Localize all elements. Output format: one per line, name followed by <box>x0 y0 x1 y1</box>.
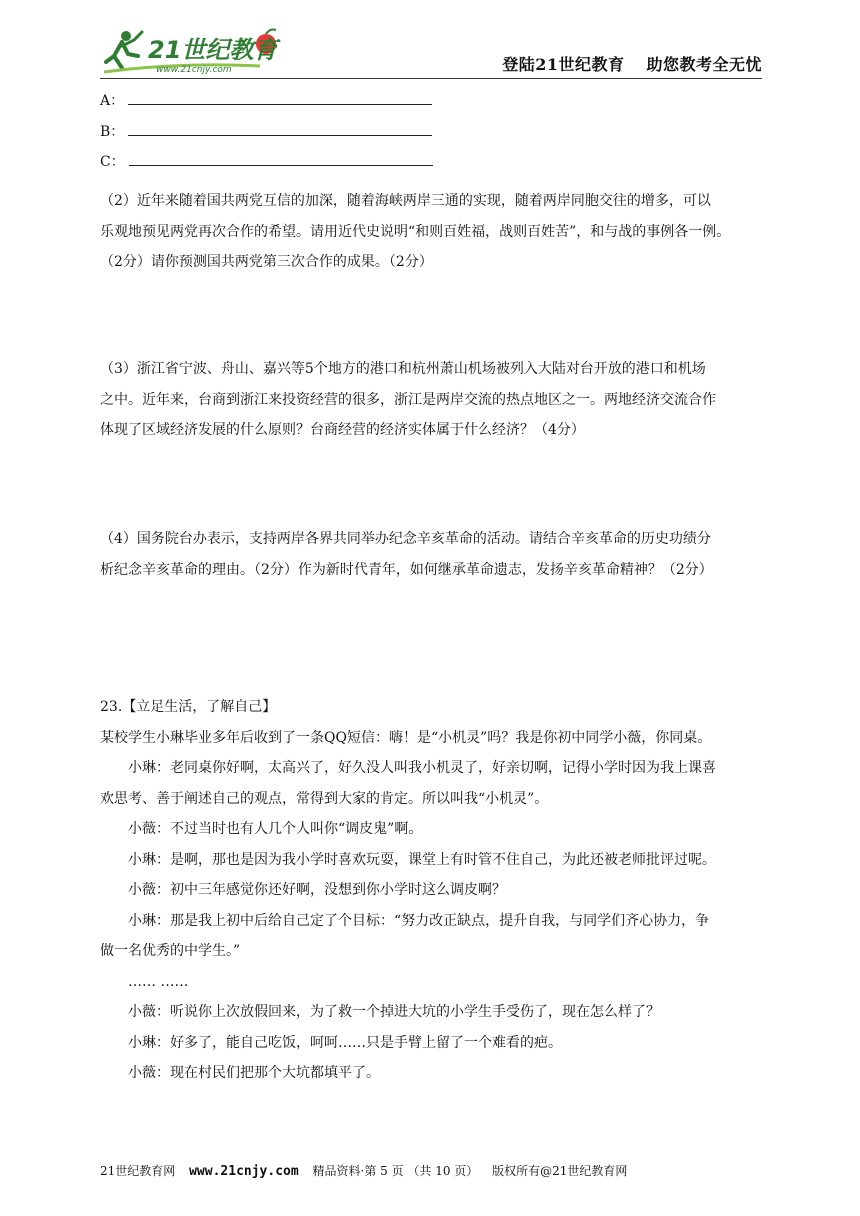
answer-line-b <box>100 117 764 148</box>
question-23 <box>100 692 764 1089</box>
question-2-line: （2）近年来随着国共两党互信的加深，随着海峡两岸三通的实现，随着两岸同胞交往的增多，可以 <box>100 193 711 209</box>
answer-blank-b[interactable] <box>128 121 432 136</box>
dialogue-line: 小薇：现在村民们把那个大坑都填平了。 <box>128 1065 380 1081</box>
header-divider <box>100 78 762 79</box>
answer-blanks <box>100 86 764 178</box>
dialogue-line: 小琳：老同桌你好啊，太高兴了，好久没人叫我小机灵了，好亲切啊，记得小学时因为我上课喜 <box>128 760 716 776</box>
question-4-line: 析纪念辛亥革命的理由。（2分）作为新时代青年，如何继承革命遗志，发扬辛亥革命精神？（2分） <box>100 561 713 578</box>
footer-site-link[interactable]: www.21cnjy.com <box>189 1164 299 1179</box>
answer-label-a: A： <box>100 93 125 109</box>
question-3-line: 体现了区域经济发展的什么原则？台商经营的经济实体属于什么经济？（4分） <box>100 422 585 438</box>
page-header <box>100 22 762 78</box>
answer-line-c <box>100 147 764 178</box>
page-footer <box>100 1162 637 1179</box>
dialogue-line: 小薇：初中三年感觉你还好啊，没想到你小学时这么调皮啊？ <box>128 882 506 898</box>
answer-label-c: C： <box>100 154 125 170</box>
footer-copyright: 版权所有@21世纪教育网 <box>492 1164 628 1178</box>
dialogue-line: 欢思考、善于阐述自己的观点，常得到大家的肯定。所以叫我“小机灵”。 <box>100 790 549 807</box>
question-2-line: （2分）请你预测国共两党第三次合作的成果。（2分） <box>100 254 433 270</box>
dialogue-line: 小琳：是啊，那也是因为我小学时喜欢玩耍，课堂上有时管不住自己，为此还被老师批评过呢。 <box>128 851 716 868</box>
dialogue-line: 小琳：好多了，能自己吃饭，呵呵……只是手臂上留了一个难看的疤。 <box>128 1034 562 1051</box>
ellipsis: …… …… <box>128 973 189 990</box>
logo-21cnjy <box>100 22 310 78</box>
dialogue-line: 小琳：那是我上初中后给自己定了个目标：“努力改正缺点，提升自我，与同学们齐心协力，争 <box>128 912 710 929</box>
answer-blank-a[interactable] <box>128 90 432 105</box>
question-23-title: 23.【立足生活，了解自己】 <box>100 699 277 715</box>
question-2 <box>100 186 764 278</box>
footer-page-info: 精品资料·第 5 页 （共 10 页） <box>312 1164 479 1178</box>
question-23-intro: 某校学生小琳毕业多年后收到了一条QQ短信：嗨！是“小机灵”吗？我是你初中同学小薇，你同桌。 <box>100 729 712 746</box>
question-3-line: 之中。近年来，台商到浙江来投资经营的很多，浙江是两岸交流的热点地区之一。两地经济交流合作 <box>100 391 716 408</box>
footer-org: 21世纪教育网 <box>100 1164 176 1178</box>
slogan-right: 助您教考全无忧 <box>646 55 762 74</box>
question-4-line: （4）国务院台办表示，支持两岸各界共同举办纪念辛亥革命的活动。请结合辛亥革命的历史功绩分 <box>100 531 711 547</box>
svg-text:21世纪教育: 21世纪教育 <box>148 36 278 64</box>
dialogue-line: 小薇：听说你上次放假回来，为了救一个掉进大坑的小学生手受伤了，现在怎么样了？ <box>128 1004 660 1020</box>
question-3-line: （3）浙江省宁波、舟山、嘉兴等5个地方的港口和杭州萧山机场被列入大陆对台开放的港口和机场 <box>100 361 706 377</box>
answer-label-b: B： <box>100 123 125 140</box>
answer-line-a <box>100 86 764 117</box>
dialogue-line: 做一名优秀的中学生。” <box>100 943 241 959</box>
dialogue-line: 小薇：不过当时也有人几个人叫你“调皮鬼”啊。 <box>128 821 423 837</box>
question-2-line: 乐观地预见两党再次合作的希望。请用近代史说明“和则百姓福，战则百姓苦”，和与战的事例各一例。 <box>100 223 731 240</box>
slogan-left: 登陆21世纪教育 <box>502 55 625 74</box>
question-3 <box>100 354 764 446</box>
answer-blank-c[interactable] <box>129 151 433 166</box>
question-4 <box>100 524 764 585</box>
header-slogan <box>502 52 762 75</box>
svg-text:www.21cnjy.com: www.21cnjy.com <box>156 65 232 75</box>
